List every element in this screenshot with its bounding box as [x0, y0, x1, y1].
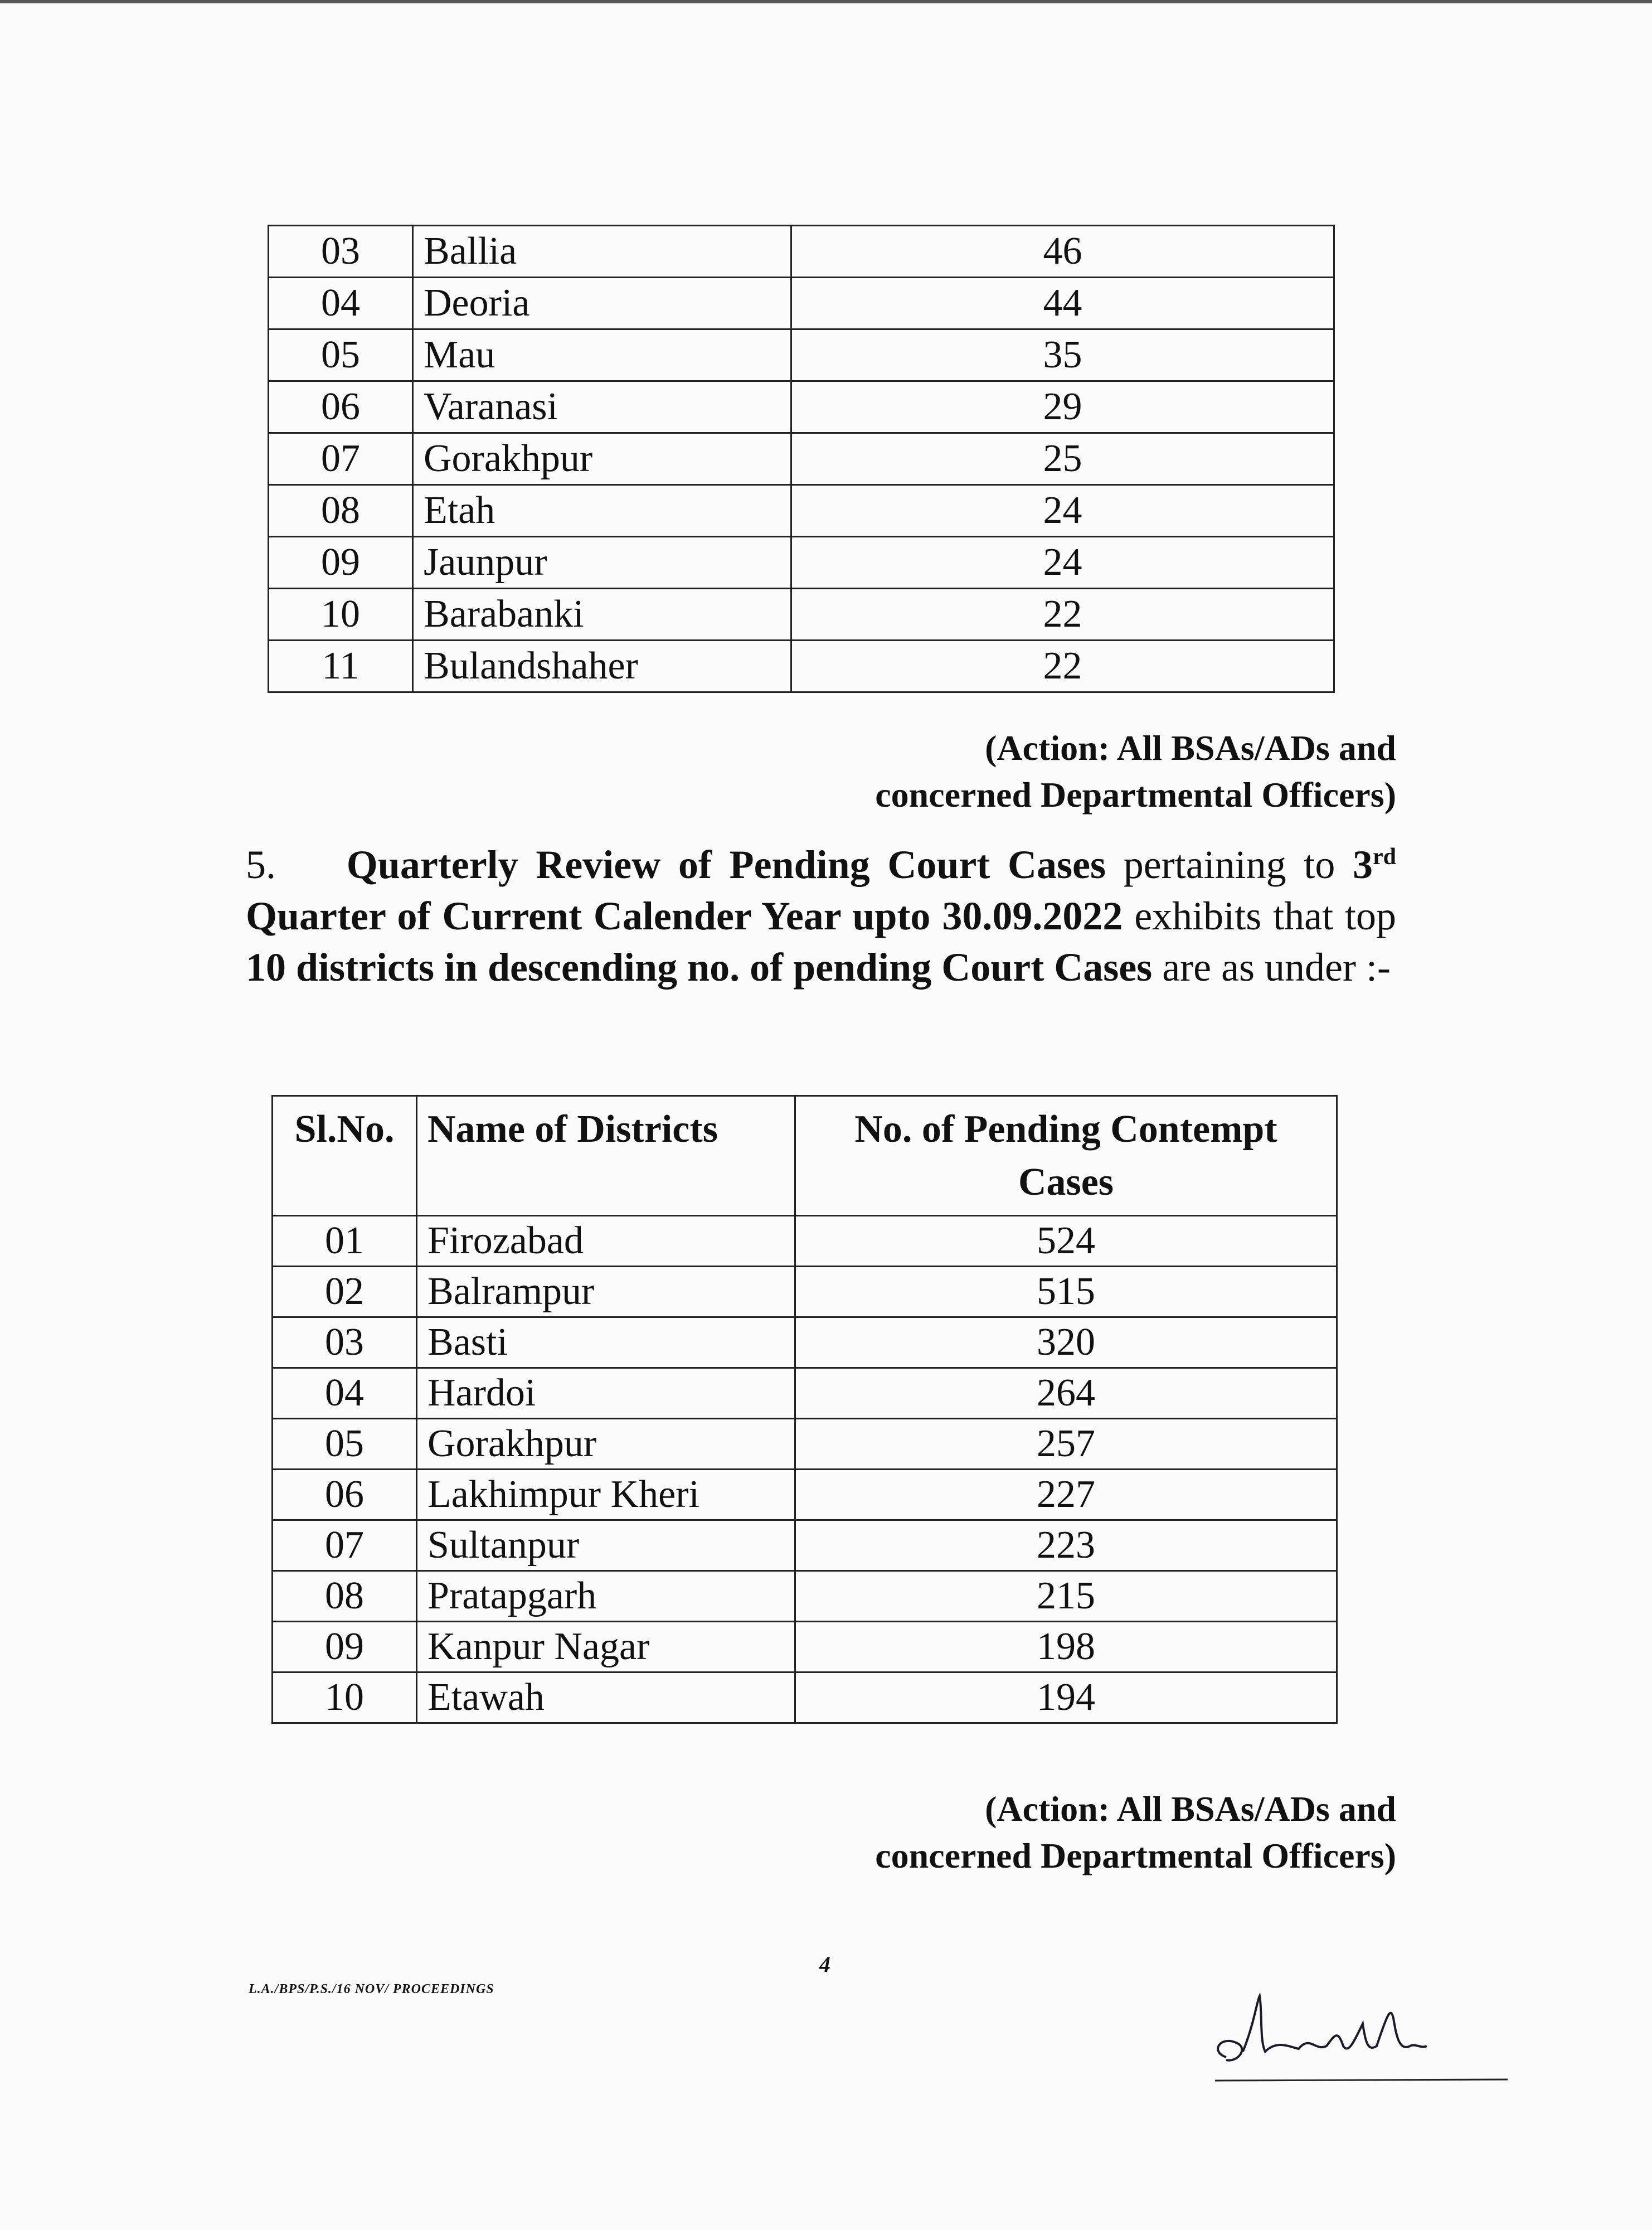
cell-count: 46	[791, 226, 1334, 278]
cell-district: Ballia	[413, 226, 791, 278]
action-line-2: concerned Departmental Officers)	[875, 775, 1396, 815]
cell-district: Etawah	[417, 1672, 795, 1723]
cell-sl-no: 10	[273, 1672, 417, 1723]
bold-phrase-1: Quarterly Review of Pending Court Cases	[346, 842, 1106, 887]
cell-sl-no: 04	[273, 1368, 417, 1419]
table-row	[273, 1622, 1337, 1672]
text-3: are as under :-	[1152, 945, 1391, 990]
cell-district: Jaunpur	[413, 537, 791, 589]
table-row	[269, 381, 1334, 433]
cell-sl-no: 11	[269, 641, 413, 692]
table-row	[273, 1419, 1337, 1470]
table-row	[269, 485, 1334, 537]
cell-sl-no: 04	[269, 278, 413, 329]
cell-sl-no: 05	[269, 329, 413, 381]
cell-sl-no: 06	[273, 1470, 417, 1520]
cell-sl-no: 02	[273, 1267, 417, 1317]
bold-phrase-3: 10 districts in descending no. of pending Court Cases	[246, 945, 1153, 990]
table-header-row	[273, 1096, 1337, 1216]
action-note-1	[875, 725, 1396, 818]
cell-district: Varanasi	[413, 381, 791, 433]
cell-district: Etah	[413, 485, 791, 537]
header-sl-no: Sl.No.	[273, 1096, 417, 1216]
ordinal: 3	[1353, 842, 1373, 887]
action-note-2	[875, 1786, 1396, 1879]
section-number: 5.	[246, 842, 276, 887]
table-row	[269, 278, 1334, 329]
cell-count: 194	[795, 1672, 1337, 1723]
page-top-edge	[0, 0, 1652, 3]
cell-district: Deoria	[413, 278, 791, 329]
table-row	[273, 1216, 1337, 1267]
cell-district: Bulandshaher	[413, 641, 791, 692]
cell-district: Gorakhpur	[413, 433, 791, 485]
cell-count: 227	[795, 1470, 1337, 1520]
page-number: 4	[819, 1952, 830, 1977]
action-line-2: concerned Departmental Officers)	[875, 1836, 1396, 1875]
table-row	[273, 1470, 1337, 1520]
text-1: pertaining to	[1106, 842, 1353, 887]
cell-count: 320	[795, 1317, 1337, 1368]
cell-count: 35	[791, 329, 1334, 381]
cell-district: Gorakhpur	[417, 1419, 795, 1470]
cell-sl-no: 07	[269, 433, 413, 485]
cell-district: Barabanki	[413, 589, 791, 641]
cell-count: 24	[791, 485, 1334, 537]
table-row	[273, 1317, 1337, 1368]
cell-sl-no: 06	[269, 381, 413, 433]
cell-sl-no: 10	[269, 589, 413, 641]
cell-count: 22	[791, 641, 1334, 692]
cell-sl-no: 07	[273, 1520, 417, 1571]
cell-district: Balrampur	[417, 1267, 795, 1317]
pending-contempt-cases-table	[271, 1095, 1338, 1724]
bold-phrase-2: Quarter of Current Calender Year upto 30.09.2022	[246, 894, 1123, 938]
cell-sl-no: 09	[273, 1622, 417, 1672]
cell-district: Sultanpur	[417, 1520, 795, 1571]
section-5-paragraph	[246, 839, 1396, 993]
cell-count: 223	[795, 1520, 1337, 1571]
table-row	[273, 1267, 1337, 1317]
cell-district: Kanpur Nagar	[417, 1622, 795, 1672]
ordinal-suffix: rd	[1373, 844, 1397, 870]
districts-table-continued	[268, 225, 1335, 693]
table-row	[273, 1520, 1337, 1571]
cell-sl-no: 05	[273, 1419, 417, 1470]
cell-count: 22	[791, 589, 1334, 641]
cell-sl-no: 09	[269, 537, 413, 589]
cell-district: Mau	[413, 329, 791, 381]
table-row	[273, 1368, 1337, 1419]
cell-district: Lakhimpur Kheri	[417, 1470, 795, 1520]
cell-count: 198	[795, 1622, 1337, 1672]
cell-count: 257	[795, 1419, 1337, 1470]
table-row	[269, 433, 1334, 485]
header-district: Name of Districts	[417, 1096, 795, 1216]
table-row	[269, 226, 1334, 278]
table-row	[269, 589, 1334, 641]
cell-sl-no: 03	[273, 1317, 417, 1368]
cell-count: 264	[795, 1368, 1337, 1419]
cell-district: Firozabad	[417, 1216, 795, 1267]
table-row	[273, 1672, 1337, 1723]
cell-sl-no: 03	[269, 226, 413, 278]
table-row	[269, 641, 1334, 692]
footer-reference: L.A./BPS/P.S./16 NOV/ PROCEEDINGS	[249, 1982, 494, 1996]
cell-district: Pratapgarh	[417, 1571, 795, 1622]
cell-count: 515	[795, 1267, 1337, 1317]
cell-sl-no: 08	[273, 1571, 417, 1622]
cell-count: 29	[791, 381, 1334, 433]
cell-sl-no: 08	[269, 485, 413, 537]
header-pending-cases: No. of Pending Contempt Cases	[795, 1096, 1337, 1216]
cell-count: 44	[791, 278, 1334, 329]
cell-count: 215	[795, 1571, 1337, 1622]
cell-district: Hardoi	[417, 1368, 795, 1419]
cell-sl-no: 01	[273, 1216, 417, 1267]
table-row	[269, 537, 1334, 589]
action-line-1: (Action: All BSAs/ADs and	[985, 728, 1396, 768]
action-line-1: (Action: All BSAs/ADs and	[985, 1789, 1396, 1829]
text-2: exhibits that top	[1123, 894, 1396, 938]
signature	[1204, 1990, 1516, 2091]
cell-count: 524	[795, 1216, 1337, 1267]
table-row	[269, 329, 1334, 381]
cell-count: 25	[791, 433, 1334, 485]
table-row	[273, 1571, 1337, 1622]
cell-district: Basti	[417, 1317, 795, 1368]
cell-count: 24	[791, 537, 1334, 589]
